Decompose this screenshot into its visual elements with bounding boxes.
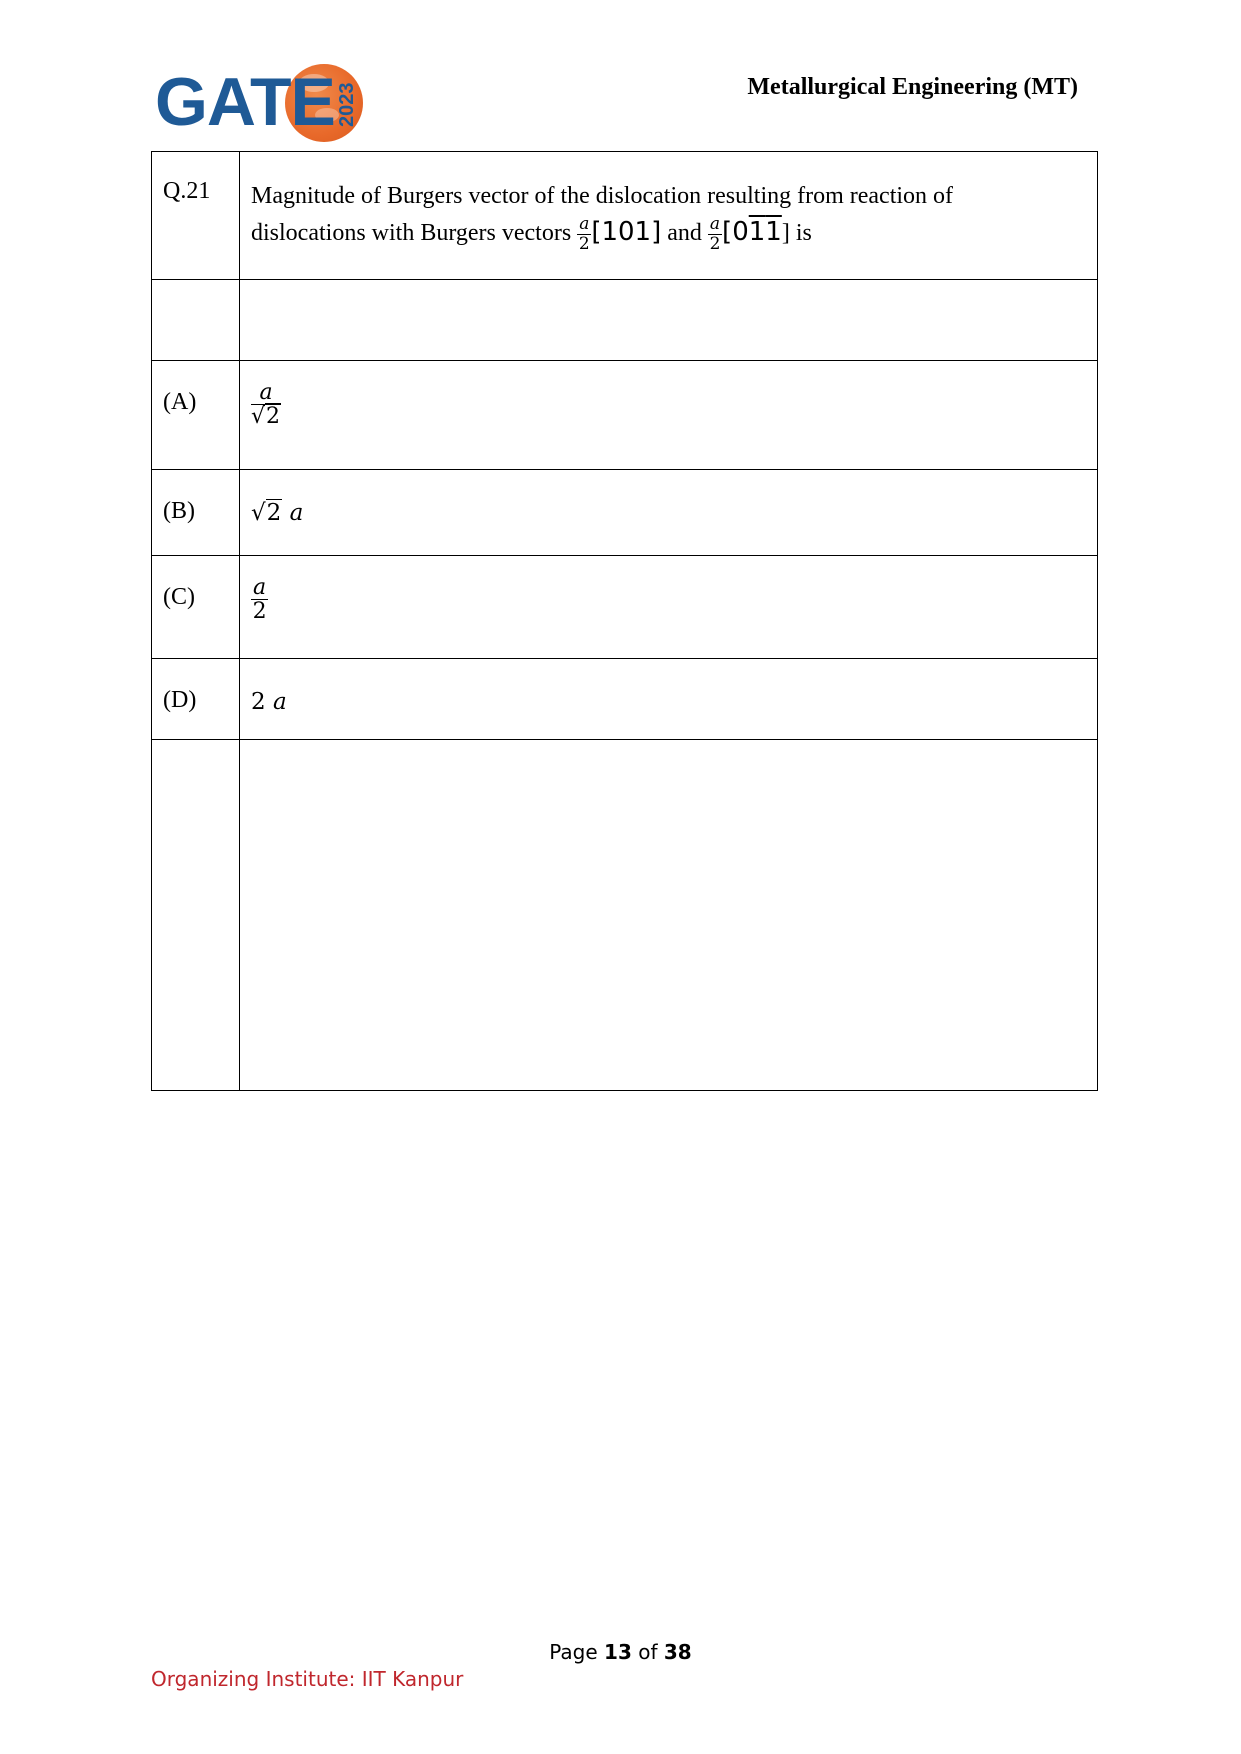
blank-answer-row	[152, 740, 1098, 1091]
option-row-a	[152, 361, 1098, 470]
burgers-vector-2-fraction	[708, 213, 722, 254]
fraction-numerator: a	[253, 575, 267, 600]
option-a-fraction	[251, 381, 281, 429]
question-text	[240, 152, 1098, 280]
question-row	[152, 152, 1098, 280]
option-d-value	[251, 659, 287, 715]
organizing-institute: Organizing Institute: IIT Kanpur	[151, 1667, 464, 1691]
subject-title: Metallurgical Engineering (MT)	[747, 74, 1078, 100]
logo-year: 2023	[336, 82, 358, 128]
is-word: is	[795, 220, 812, 246]
burgers-vector-1-fraction	[577, 213, 591, 254]
option-b-sqrt	[251, 499, 282, 526]
fraction-denominator: 2	[709, 233, 721, 254]
gate-2023-logo	[155, 60, 365, 140]
bracket-open-zero: [0	[722, 217, 749, 247]
option-row-c	[152, 556, 1098, 659]
option-row-b	[152, 470, 1098, 556]
coefficient: 2	[251, 689, 266, 715]
burgers-vector-2-indices	[722, 217, 782, 247]
fraction-denominator	[251, 405, 281, 429]
overlined-index-1: 1	[748, 217, 766, 247]
fraction-numerator: a	[251, 381, 281, 405]
option-a-value	[251, 361, 281, 429]
question-line-2-prefix: dislocations with Burgers vectors	[251, 220, 572, 246]
blank-row	[152, 280, 1098, 361]
fraction-numerator: a	[709, 213, 721, 234]
question-line-2	[251, 214, 1086, 253]
fraction-numerator: a	[579, 213, 590, 234]
page-of: of	[638, 1640, 658, 1664]
and-word: and	[667, 220, 702, 246]
sqrt-sign: √	[251, 500, 266, 526]
option-label-b: (B)	[163, 498, 195, 524]
question-line-1: Magnitude of Burgers vector of the dislocation resulting from reaction of	[251, 183, 954, 209]
sqrt-sign: √	[251, 404, 266, 430]
page-total: 38	[663, 1640, 692, 1664]
burgers-vector-1-indices: [101]	[591, 217, 662, 247]
page-prefix: Page	[549, 1640, 598, 1664]
page-current: 13	[604, 1640, 632, 1664]
radicand: 2	[266, 500, 282, 526]
option-c-value	[251, 556, 268, 624]
fraction-denominator: 2	[578, 233, 590, 254]
option-label-d: (D)	[163, 687, 197, 713]
overlined-index-2: 1	[765, 217, 782, 247]
bracket-close: ]	[781, 220, 790, 246]
fraction-denominator: 2	[252, 599, 267, 625]
variable-a: a	[289, 500, 304, 526]
question-table	[151, 151, 1098, 1091]
radicand: 2	[266, 404, 281, 430]
page-number	[0, 1640, 1241, 1664]
option-c-fraction	[251, 576, 268, 624]
option-label-c: (C)	[163, 584, 195, 610]
option-label-a: (A)	[163, 389, 197, 415]
option-b-value	[251, 470, 303, 526]
logo-text: GATE	[155, 64, 335, 140]
question-number: Q.21	[152, 152, 240, 280]
variable-a: a	[272, 689, 287, 715]
option-row-d	[152, 659, 1098, 740]
